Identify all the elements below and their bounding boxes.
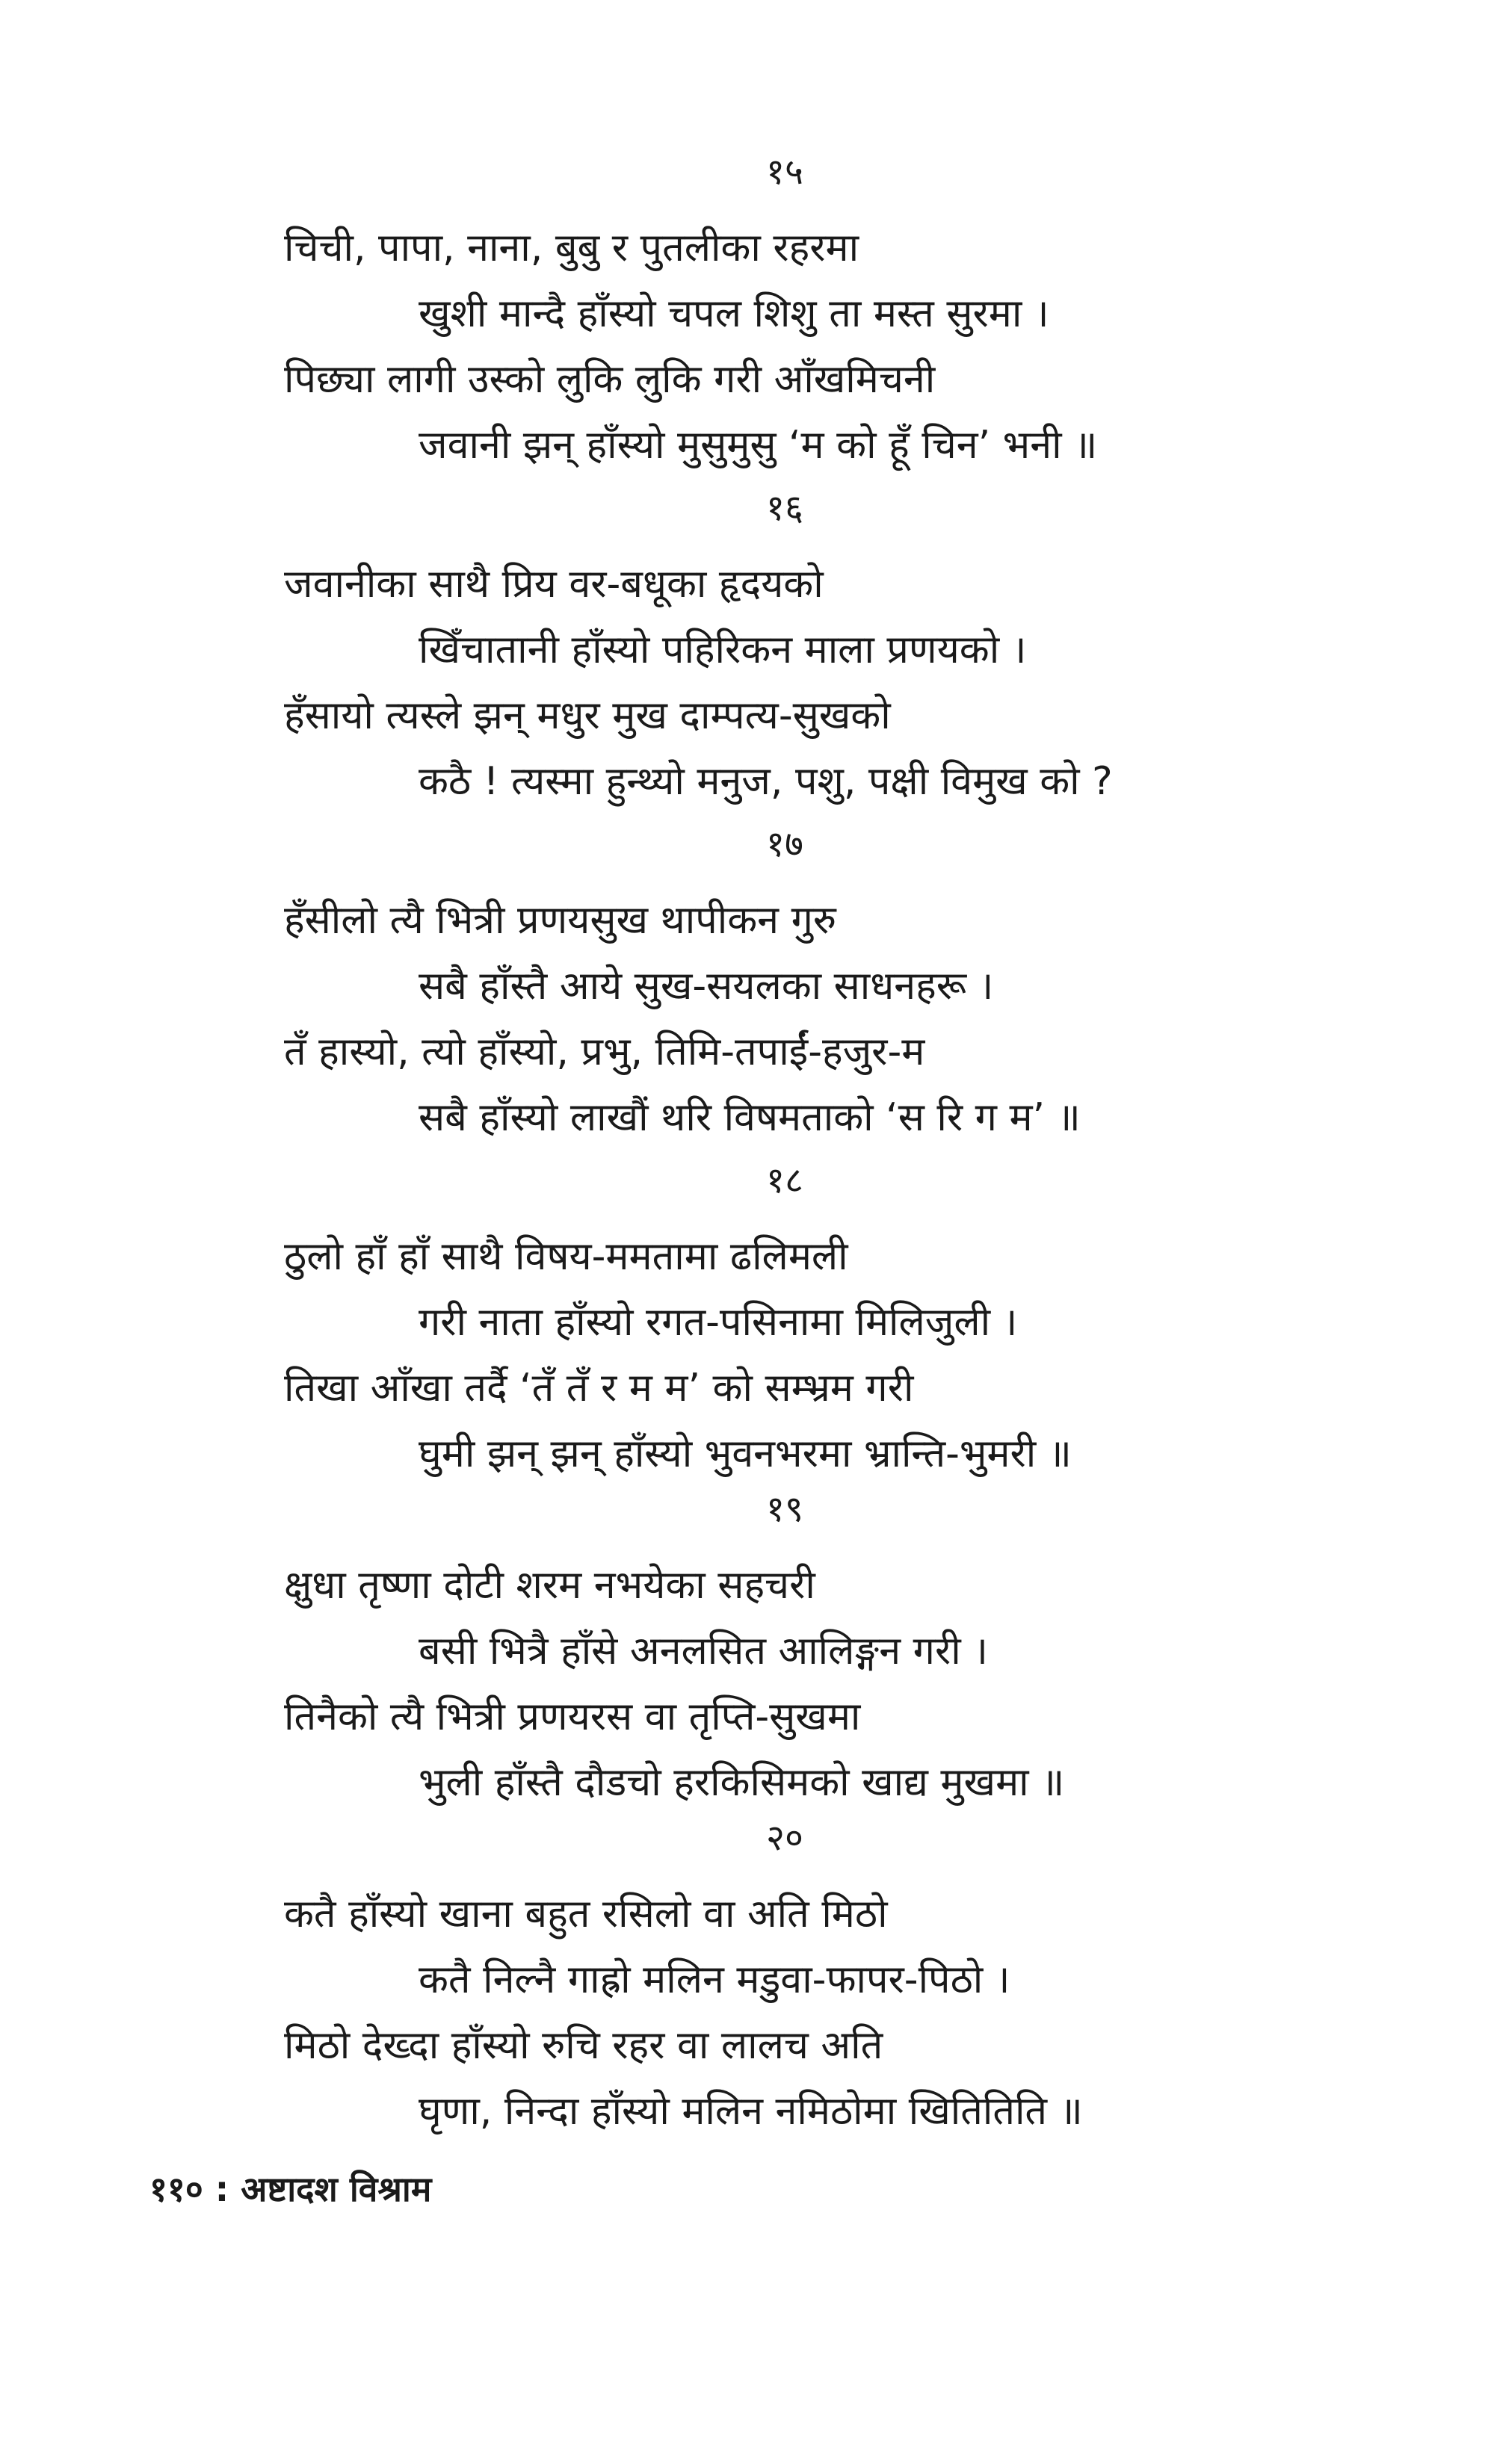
verse-line: जवानीका साथै प्रिय वर-बधूका हृदयको (284, 562, 824, 607)
verse-line: कतै हाँस्यो खाना बहुत रसिलो वा अति मिठो (284, 1892, 888, 1937)
verse-line: घुमी झन् झन् हाँस्यो भुवनभरमा भ्रान्ति-भुमरी ॥ (419, 1431, 1072, 1476)
verse-line: ठुलो हाँ हाँ साथै विषय-ममतामा ढलिमली (284, 1234, 848, 1279)
verse-15 (284, 149, 1256, 478)
verse-line: पिछ्या लागी उस्को लुकि लुकि गरी आँखमिचनी (284, 357, 936, 402)
page-number: ११० (149, 2169, 203, 2209)
verse-number: १७ (766, 823, 803, 865)
verse-line: हँसायो त्यस्ले झन् मधुर मुख दाम्पत्य-सुखको (284, 693, 891, 738)
verse-line: तिनैको त्यै भित्री प्रणयरस वा तृप्ति-सुखमा (284, 1694, 861, 1739)
verse-line: मिठो देख्दा हाँस्यो रुचि रहर वा लालच अति (284, 2023, 883, 2068)
verse-16 (284, 486, 1256, 814)
verse-line: सबै हाँस्तै आये सुख-सयलका साधनहरू । (419, 964, 994, 1009)
verse-number: १९ (766, 1488, 803, 1530)
page-footer (149, 2167, 431, 2211)
verse-number: १६ (766, 487, 803, 529)
verse-line: गरी नाता हाँस्यो रगत-पसिनामा मिलिजुली । (419, 1300, 1018, 1345)
verse-line: घृणा, निन्दा हाँस्यो मलिन नमिठोमा खितितिति ॥ (419, 2089, 1083, 2134)
verse-line: तिखा आँखा तर्दै ‘तँ तँ र म म’ को सम्भ्रम गरी (284, 1366, 914, 1411)
verse-line: कतै निल्नै गाह्रो मलिन मडुवा-फापर-पिठो । (419, 1957, 1010, 2002)
verse-17 (284, 822, 1256, 1151)
verse-line: भुली हाँस्तै दौडचो हरकिसिमको खाद्य मुखमा ॥ (419, 1760, 1065, 1805)
verse-19 (284, 1487, 1256, 1816)
verse-line: चिची, पापा, नाना, बुबु र पुतलीका रहरमा (284, 226, 859, 270)
verse-line: सबै हाँस्यो लाखौं थरि विषमताको ‘स रि ग म’ ॥ (419, 1095, 1081, 1140)
verse-line: क्षुधा तृष्णा दोटी शरम नभयेका सहचरी (284, 1563, 815, 1608)
verse-number: १५ (766, 151, 803, 193)
verse-line: बसी भित्रै हाँसे अनलसित आलिङ्गन गरी । (419, 1629, 988, 1674)
footer-separator: : (214, 2169, 229, 2209)
verse-line: जवानी झन् हाँस्यो मुसुमुसु ‘म को हूँ चिन’ भनी ॥ (419, 423, 1098, 468)
verse-line: हँसीलो त्यै भित्री प्रणयसुख थापीकन गुरु (284, 898, 836, 943)
verse-20 (284, 1816, 1256, 2144)
verse-line: कठै ! त्यस्मा हुन्थ्यो मनुज, पशु, पक्षी विमुख को ? (419, 759, 1113, 804)
verse-line: खुशी मान्दै हाँस्यो चपल शिशु ता मस्त सुरमा । (419, 291, 1049, 336)
verse-number: १८ (766, 1160, 803, 1201)
verse-line: खिँचातानी हाँस्यो पहिरिकन माला प्रणयको । (419, 628, 1027, 672)
verse-18 (284, 1158, 1256, 1487)
verse-number: २० (766, 1817, 803, 1859)
chapter-title: अष्टादश विश्राम (241, 2169, 432, 2209)
verse-line: तँ हास्यो, त्यो हाँस्यो, प्रभु, तिमि-तपाईं-हजुर-म (284, 1030, 925, 1074)
